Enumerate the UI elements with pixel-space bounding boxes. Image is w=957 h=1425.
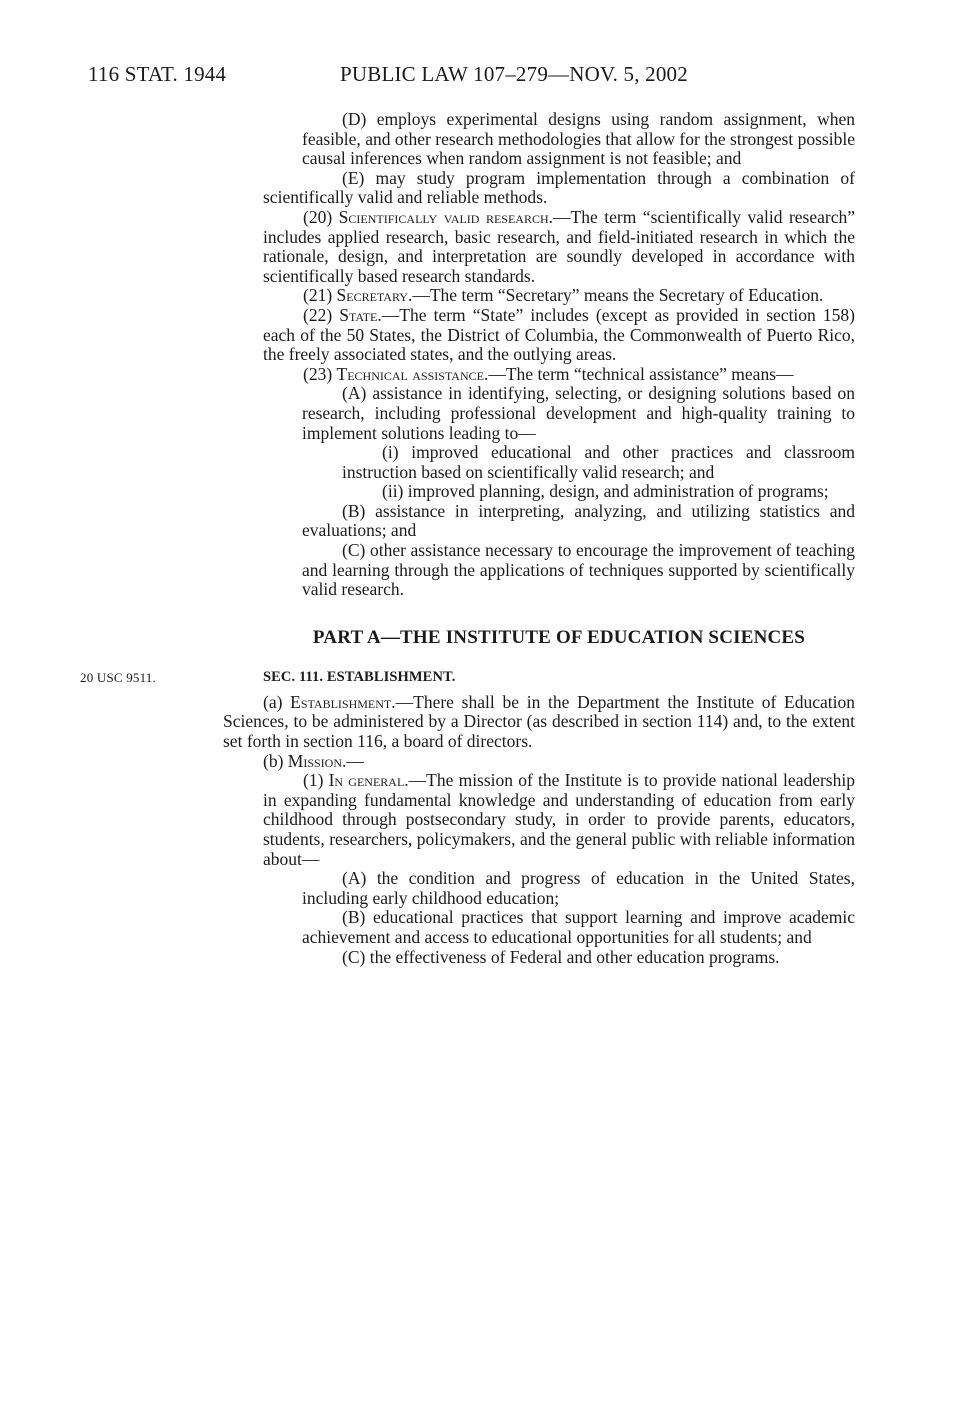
definition-22: (22) State.—The term “State” includes (except as provided in section 158) each of the 50 States, the District of Columbia, the Commonwealth of Puerto Rico, the freely associated states, and the outlying areas. bbox=[263, 304, 855, 365]
definition-20: (20) Scientifically valid research.—The term “scientifically valid research” includes applied research, basic research, and field-initiated research in which the rationale, design, and interpretation are soundly developed in accordance with scientifically based research standards. bbox=[263, 206, 856, 286]
definition-23-c: (C) other assistance necessary to encourage the improvement of teaching and learning through the applications of techniques supported by scientifically valid research. bbox=[302, 540, 855, 600]
definition-23-b: (B) assistance in interpreting, analyzing, and utilizing statistics and evaluations; and bbox=[302, 500, 855, 541]
paragraph-19-e: (E) may study program implementation through a combination of scientifically valid and reliable methods. bbox=[263, 167, 855, 208]
running-title: PUBLIC LAW 107–279—NOV. 5, 2002 bbox=[340, 62, 688, 86]
section-heading: SEC. 111. ESTABLISHMENT. bbox=[263, 668, 456, 685]
section-111-b-1-a: (A) the condition and progress of education in the United States, including early childhood education; bbox=[302, 868, 855, 908]
section-111-b: (b) Mission.— bbox=[263, 750, 364, 771]
definition-23-a-ii: (ii) improved planning, design, and administration of programs; bbox=[382, 481, 829, 502]
definition-23-a-i: (i) improved educational and other practices and classroom instruction based on scientifically valid research; and bbox=[342, 442, 855, 482]
part-heading: PART A—THE INSTITUTE OF EDUCATION SCIENCES bbox=[312, 626, 806, 648]
definition-23-a: (A) assistance in identifying, selecting, or designing solutions based on research, including professional development and high-quality training to implement solutions leading to— bbox=[302, 383, 855, 443]
paragraph-19-d: (D) employs experimental designs using random assignment, when feasible, and other research methodologies that allow for the strongest possible causal inferences when random assignment is not feasible; and bbox=[302, 109, 855, 169]
definition-21: (21) Secretary.—The term “Secretary” means the Secretary of Education. bbox=[303, 285, 824, 306]
section-heading-row bbox=[0, 668, 957, 690]
page-reference: 116 STAT. 1944 bbox=[88, 62, 227, 86]
section-111-a: (a) Establishment.—There shall be in the Department the Institute of Education Sciences, to be administered by a Director (as described in section 114) and, to the extent set forth in section 116, a board of directors. bbox=[223, 691, 855, 752]
definition-23: (23) Technical assistance.—The term “technical assistance” means— bbox=[303, 363, 794, 384]
section-111-b-1-b: (B) educational practices that support learning and improve academic achievement and access to educational opportunities for all students; and bbox=[302, 907, 855, 947]
section-111-b-1: (1) In general.—The mission of the Institute is to provide national leadership in expanding fundamental knowledge and understanding of education from early childhood through postsecondary study, in order to provide parents, educators, students, researchers, policymakers, and the general public with reliable information about— bbox=[263, 770, 855, 869]
section-111-b-1-c: (C) the effectiveness of Federal and other education programs. bbox=[342, 946, 780, 967]
page-header bbox=[0, 62, 957, 90]
page-body bbox=[0, 110, 957, 967]
margin-citation: 20 USC 9511. bbox=[80, 669, 156, 685]
